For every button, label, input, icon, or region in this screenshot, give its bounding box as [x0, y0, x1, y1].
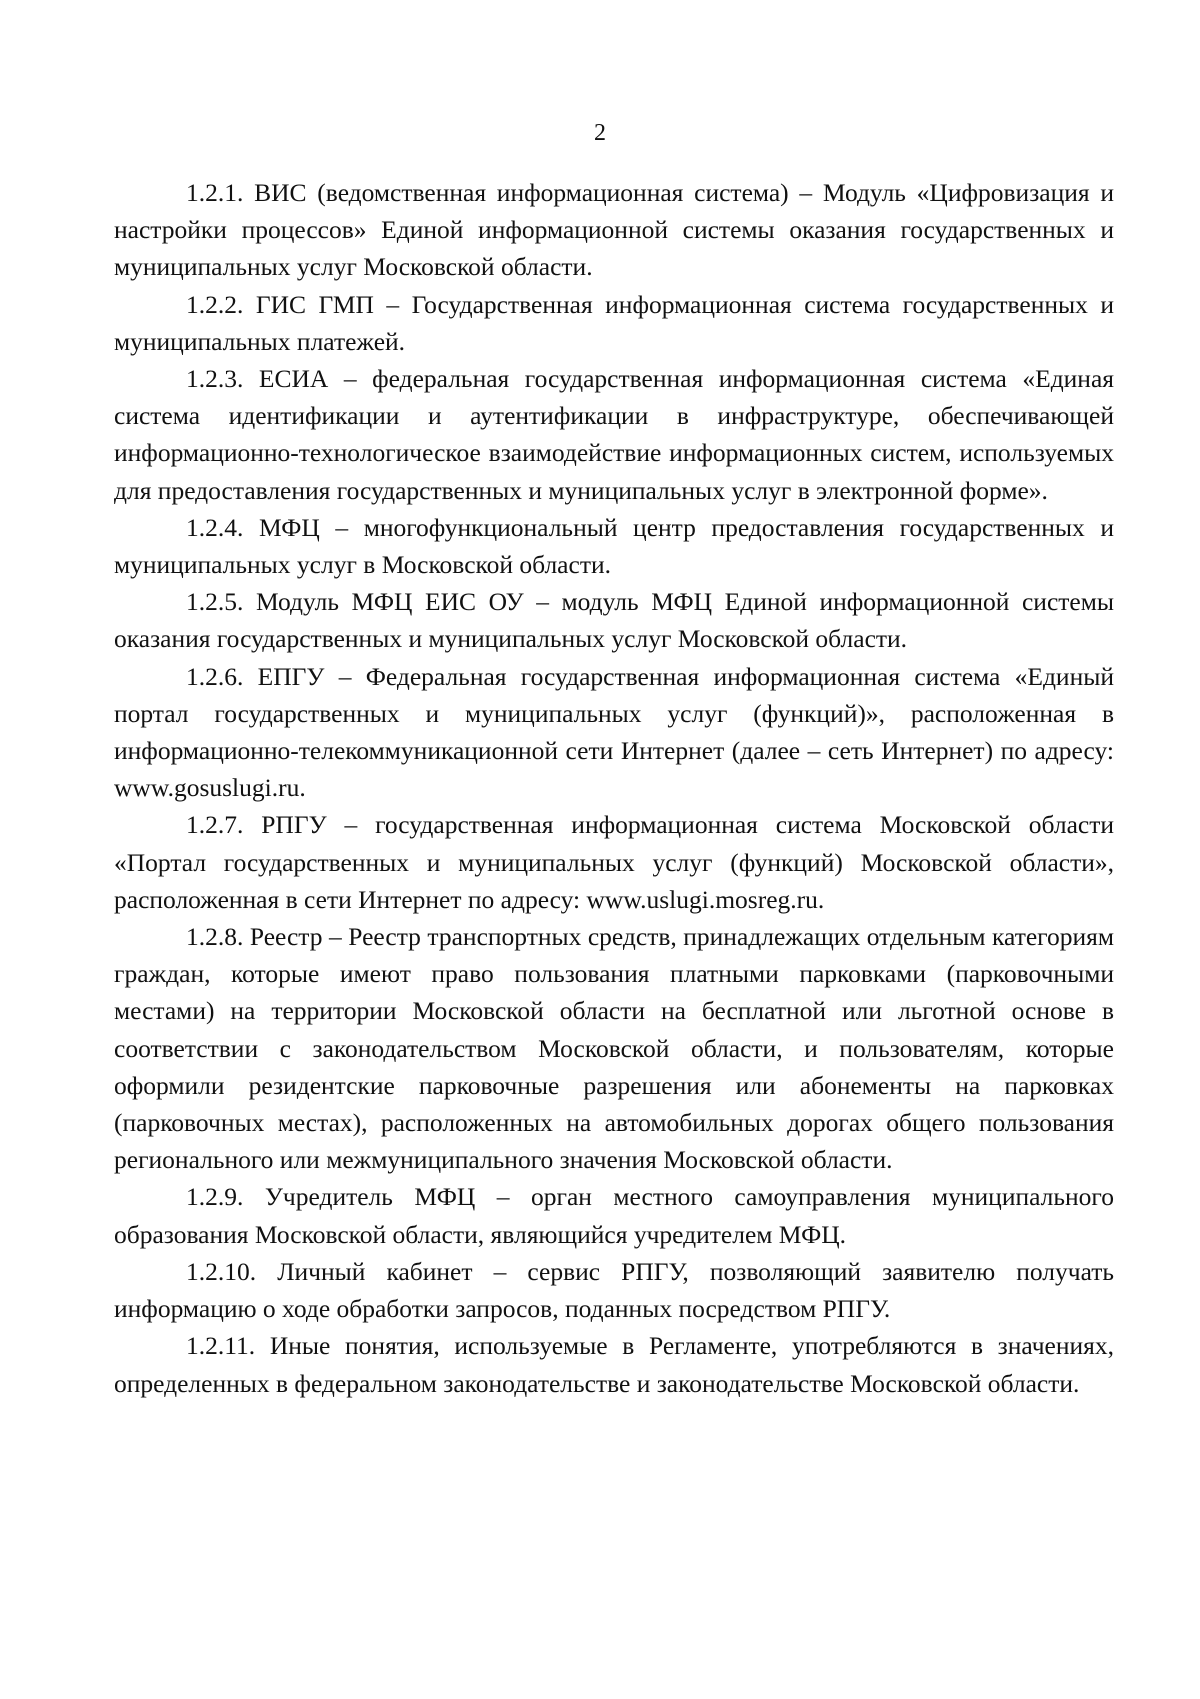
page-number: 2 [594, 120, 606, 146]
item-text: Учредитель МФЦ – орган местного самоуправления муниципального образования Московской области, являющийся учредителем МФЦ. [114, 1182, 1114, 1249]
item-number: 1.2.10. [186, 1256, 257, 1286]
item-text: ВИС (ведомственная информационная система) – Модуль «Цифровизация и настройки процессов» Единой информационной системы оказания государственных и муниципальных услуг Московской области. [114, 178, 1114, 282]
definition-paragraph-1-2-9 [114, 1178, 1114, 1252]
item-text: Модуль МФЦ ЕИС ОУ – модуль МФЦ Единой информационной системы оказания государственных и муниципальных услуг Московской области. [114, 587, 1115, 654]
definition-paragraph-1-2-1 [114, 174, 1114, 286]
document-body [114, 174, 1114, 1402]
definition-paragraph-1-2-11 [114, 1327, 1114, 1401]
item-number: 1.2.3. [186, 364, 244, 394]
item-text: Реестр – Реестр транспортных средств, принадлежащих отдельным категориям граждан, которые имеют право пользования платными парковками (парковочными местами) на территории Московской области на бесплатной или льготной основе в соответствии с законодательством Московской области, и пользователям, которые оформили резидентские парковочные разрешения или абонементы на парковках (парковочных местах), расположенных на автомобильных дорогах общего пользования регионального или межмуниципального значения Московской области. [114, 922, 1115, 1175]
item-text: ЕПГУ – Федеральная государственная информационная система «Единый портал государственных и муниципальных услуг (функций)», расположенная в информационно-телекоммуникационной сети Интернет (далее – сеть Интернет) по адресу: www.gosuslugi.ru. [114, 661, 1114, 803]
item-number: 1.2.8. [186, 922, 244, 952]
definition-paragraph-1-2-5 [114, 583, 1114, 657]
definition-paragraph-1-2-10 [114, 1253, 1114, 1327]
definition-paragraph-1-2-7 [114, 806, 1114, 918]
definition-paragraph-1-2-2 [114, 286, 1114, 360]
definition-paragraph-1-2-6 [114, 658, 1114, 807]
item-text: МФЦ – многофункциональный центр предоставления государственных и муниципальных услуг в Московской области. [114, 512, 1114, 580]
item-text: ЕСИА – федеральная государственная информационная система «Единая система идентификации и аутентификации в инфраструктуре, обеспечивающей информационно-технологическое взаимодействие информационных систем, используемых для предоставления государственных и муниципальных услуг в электронной форме». [114, 364, 1115, 505]
item-number: 1.2.6. [186, 661, 244, 691]
item-number: 1.2.7. [186, 810, 244, 840]
item-number: 1.2.2. [186, 289, 244, 319]
definition-paragraph-1-2-3 [114, 360, 1114, 509]
item-number: 1.2.1. [186, 178, 244, 207]
item-number: 1.2.5. [186, 587, 244, 617]
item-number: 1.2.4. [186, 512, 244, 542]
item-text: ГИС ГМП – Государственная информационная система государственных и муниципальных платежей. [114, 289, 1115, 356]
item-text: Личный кабинет – сервис РПГУ, позволяющий заявителю получать информацию о ходе обработки запросов, поданных посредством РПГУ. [114, 1256, 1115, 1324]
item-number: 1.2.11. [186, 1331, 256, 1361]
definition-paragraph-1-2-4 [114, 509, 1114, 583]
item-text: Иные понятия, используемые в Регламенте, употребляются в значениях, определенных в федеральном законодательстве и законодательстве Московской области. [114, 1331, 1114, 1398]
item-number: 1.2.9. [186, 1182, 244, 1212]
definition-paragraph-1-2-8 [114, 918, 1114, 1178]
item-text: РПГУ – государственная информационная система Московской области «Портал государственных и муниципальных услуг (функций) Московской области», расположенная в сети Интернет по адресу: www.uslugi.mosreg.ru. [114, 810, 1114, 914]
